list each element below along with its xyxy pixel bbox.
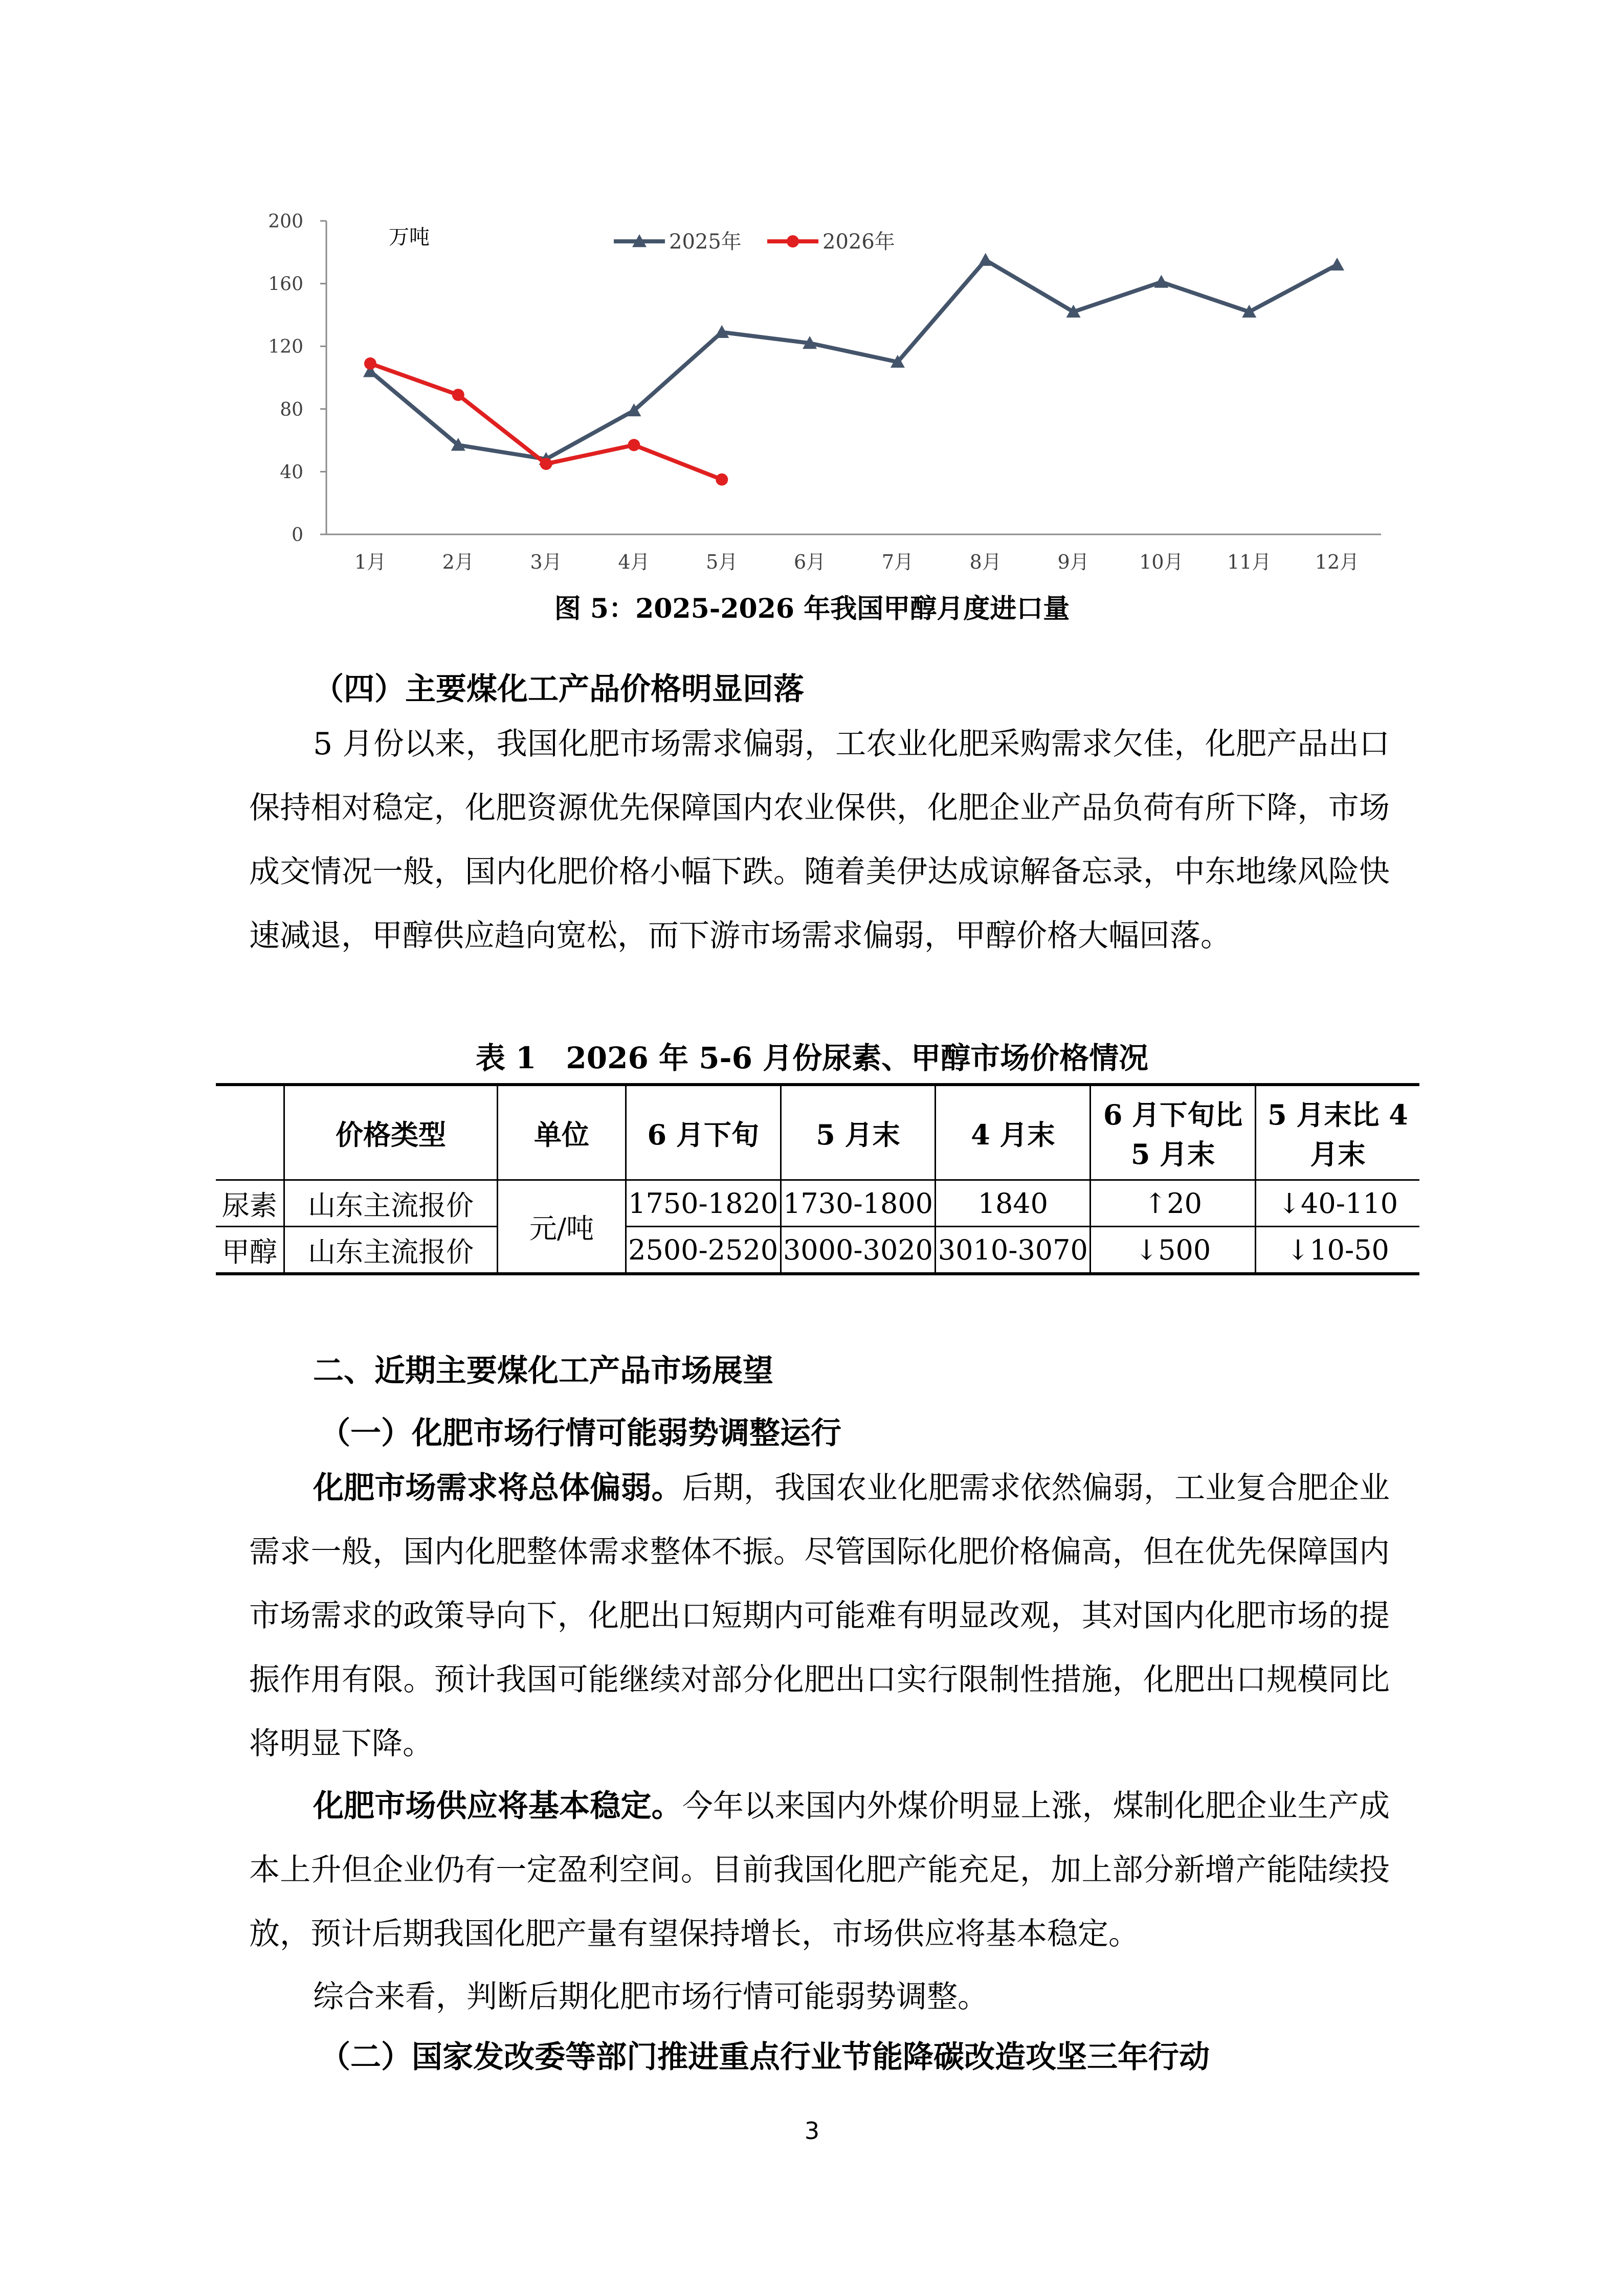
x-tick-label: 8月 [969,551,1002,573]
y-tick-label: 80 [280,399,303,420]
x-tick-labels [354,551,1359,573]
part2-title: 二、近期主要煤化工产品市场展望 [313,1353,773,1389]
x-tick-label: 9月 [1057,551,1089,573]
table-header-blank [216,1085,284,1180]
x-tick-label: 1月 [354,551,387,573]
legend-label: 2026年 [822,230,895,254]
x-tick-label: 6月 [793,551,826,573]
table-header-change-june-may: 6 月下旬比 5 月末 [1091,1085,1256,1180]
series-marker-2 [540,458,552,470]
series-marker-2 [364,357,376,370]
chart-legend [614,230,895,254]
paragraph-supply-text: 今年以来国内外煤价明显上涨，煤制化肥企业生产成本上升但企业仍有一定盈利空间。目前我国化肥产能充足，加上部分新增产能陆续投放，预计后期我国化肥产量有望保持增长，市场供应将基本稳定。 [249,1788,1390,1952]
table-header-end-april: 4 月末 [936,1085,1091,1180]
paragraph-demand-text: 后期，我国农业化肥需求依然偏弱，工业复合肥企业需求一般，国内化肥整体需求整体不振。尽管国际化肥价格偏高，但在优先保障国内市场需求的政策导向下，化肥出口短期内可能难有明显改观，其对国内化肥市场的提振作用有限。预计我国可能继续对部分化肥出口实行限制性措施，化肥出口规模同比将明显下降。 [249,1470,1390,1762]
series-marker-1 [1330,258,1344,271]
table-cell-change-june-may: ↑20 [1091,1180,1256,1227]
x-tick-label: 5月 [706,551,738,573]
table-caption: 表 1 2026 年 5-6 月份尿素、甲醇市场价格情况 [475,1041,1149,1075]
table-cell-unit: 元/吨 [498,1180,626,1274]
table-cell-change-may-april: ↓10-50 [1255,1227,1419,1274]
series-marker-1 [978,253,993,266]
table-cell-end-april: 3010-3070 [936,1227,1091,1274]
table-header-late-june: 6 月下旬 [626,1085,781,1180]
y-tick-label: 0 [292,525,303,546]
y-tick-label: 200 [268,211,303,232]
section4-paragraph: 5 月份以来，我国化肥市场需求偏弱，工农业化肥采购需求欠佳，化肥产品出口保持相对稳定，化肥资源优先保障国内农业保供，化肥企业产品负荷有所下降，市场成交情况一般，国内化肥价格小幅下跌。随着美伊达成谅解备忘录，中东地缘风险快速减退，甲醇供应趋向宽松，而下游市场需求偏弱，甲醇价格大幅回落。 [249,726,1390,954]
table-header-unit: 单位 [498,1085,626,1180]
x-tick-label: 12月 [1315,551,1360,573]
table-cell-product: 甲醇 [216,1227,284,1274]
table-cell-type: 山东主流报价 [284,1227,498,1274]
table-header-change-may-april: 5 月末比 4 月末 [1255,1085,1419,1180]
paragraph-supply [249,1774,1390,1966]
table-cell-end-may: 1730-1800 [781,1180,936,1227]
legend-marker [787,235,799,247]
series-marker-2 [452,389,464,401]
table-header-type: 价格类型 [284,1085,498,1180]
y-tick-label: 40 [280,462,303,483]
table-cell-late-june: 1750-1820 [626,1180,781,1227]
section4-title: （四）主要煤化工产品价格明显回落 [313,671,804,707]
y-unit-label: 万吨 [389,226,430,249]
figure-caption: 图 5：2025-2026 年我国甲醇月度进口量 [554,593,1070,624]
series-marker-2 [716,474,728,486]
sub1-title: （一）化肥市场行情可能弱势调整运行 [320,1415,841,1451]
paragraph-demand-lead: 化肥市场需求将总体偏弱。 [313,1470,682,1506]
chart-series [363,253,1344,486]
table-cell-type: 山东主流报价 [284,1180,498,1227]
paragraph-summary: 综合来看，判断后期化肥市场行情可能弱势调整。 [313,1979,988,2015]
legend-label: 2025年 [669,230,742,254]
price-table [216,1083,1419,1275]
series-line-1 [370,260,1337,459]
series-marker-1 [1154,275,1168,288]
table-header-end-may: 5 月末 [781,1085,936,1180]
table-cell-late-june: 2500-2520 [626,1227,781,1274]
x-tick-label: 10月 [1139,551,1184,573]
x-tick-label: 3月 [530,551,562,573]
chart-axes [320,221,1381,534]
y-tick-label: 120 [268,336,303,358]
paragraph-demand [249,1456,1390,1776]
x-tick-label: 11月 [1227,551,1272,573]
y-tick-label: 160 [268,274,303,295]
table-cell-change-may-april: ↓40-110 [1255,1180,1419,1227]
x-tick-label: 7月 [881,551,914,573]
page-number: 3 [804,2117,820,2145]
methanol-import-chart [194,194,1412,593]
y-tick-labels [268,211,303,546]
table-cell-end-april: 1840 [936,1180,1091,1227]
table-cell-product: 尿素 [216,1180,284,1227]
x-tick-label: 2月 [442,551,474,573]
table-cell-change-june-may: ↓500 [1091,1227,1256,1274]
paragraph-supply-lead: 化肥市场供应将基本稳定。 [313,1788,682,1824]
table-cell-end-may: 3000-3020 [781,1227,936,1274]
sub2-title: （二）国家发改委等部门推进重点行业节能降碳改造攻坚三年行动 [320,2039,1210,2075]
series-marker-2 [628,439,640,451]
x-tick-label: 4月 [618,551,650,573]
